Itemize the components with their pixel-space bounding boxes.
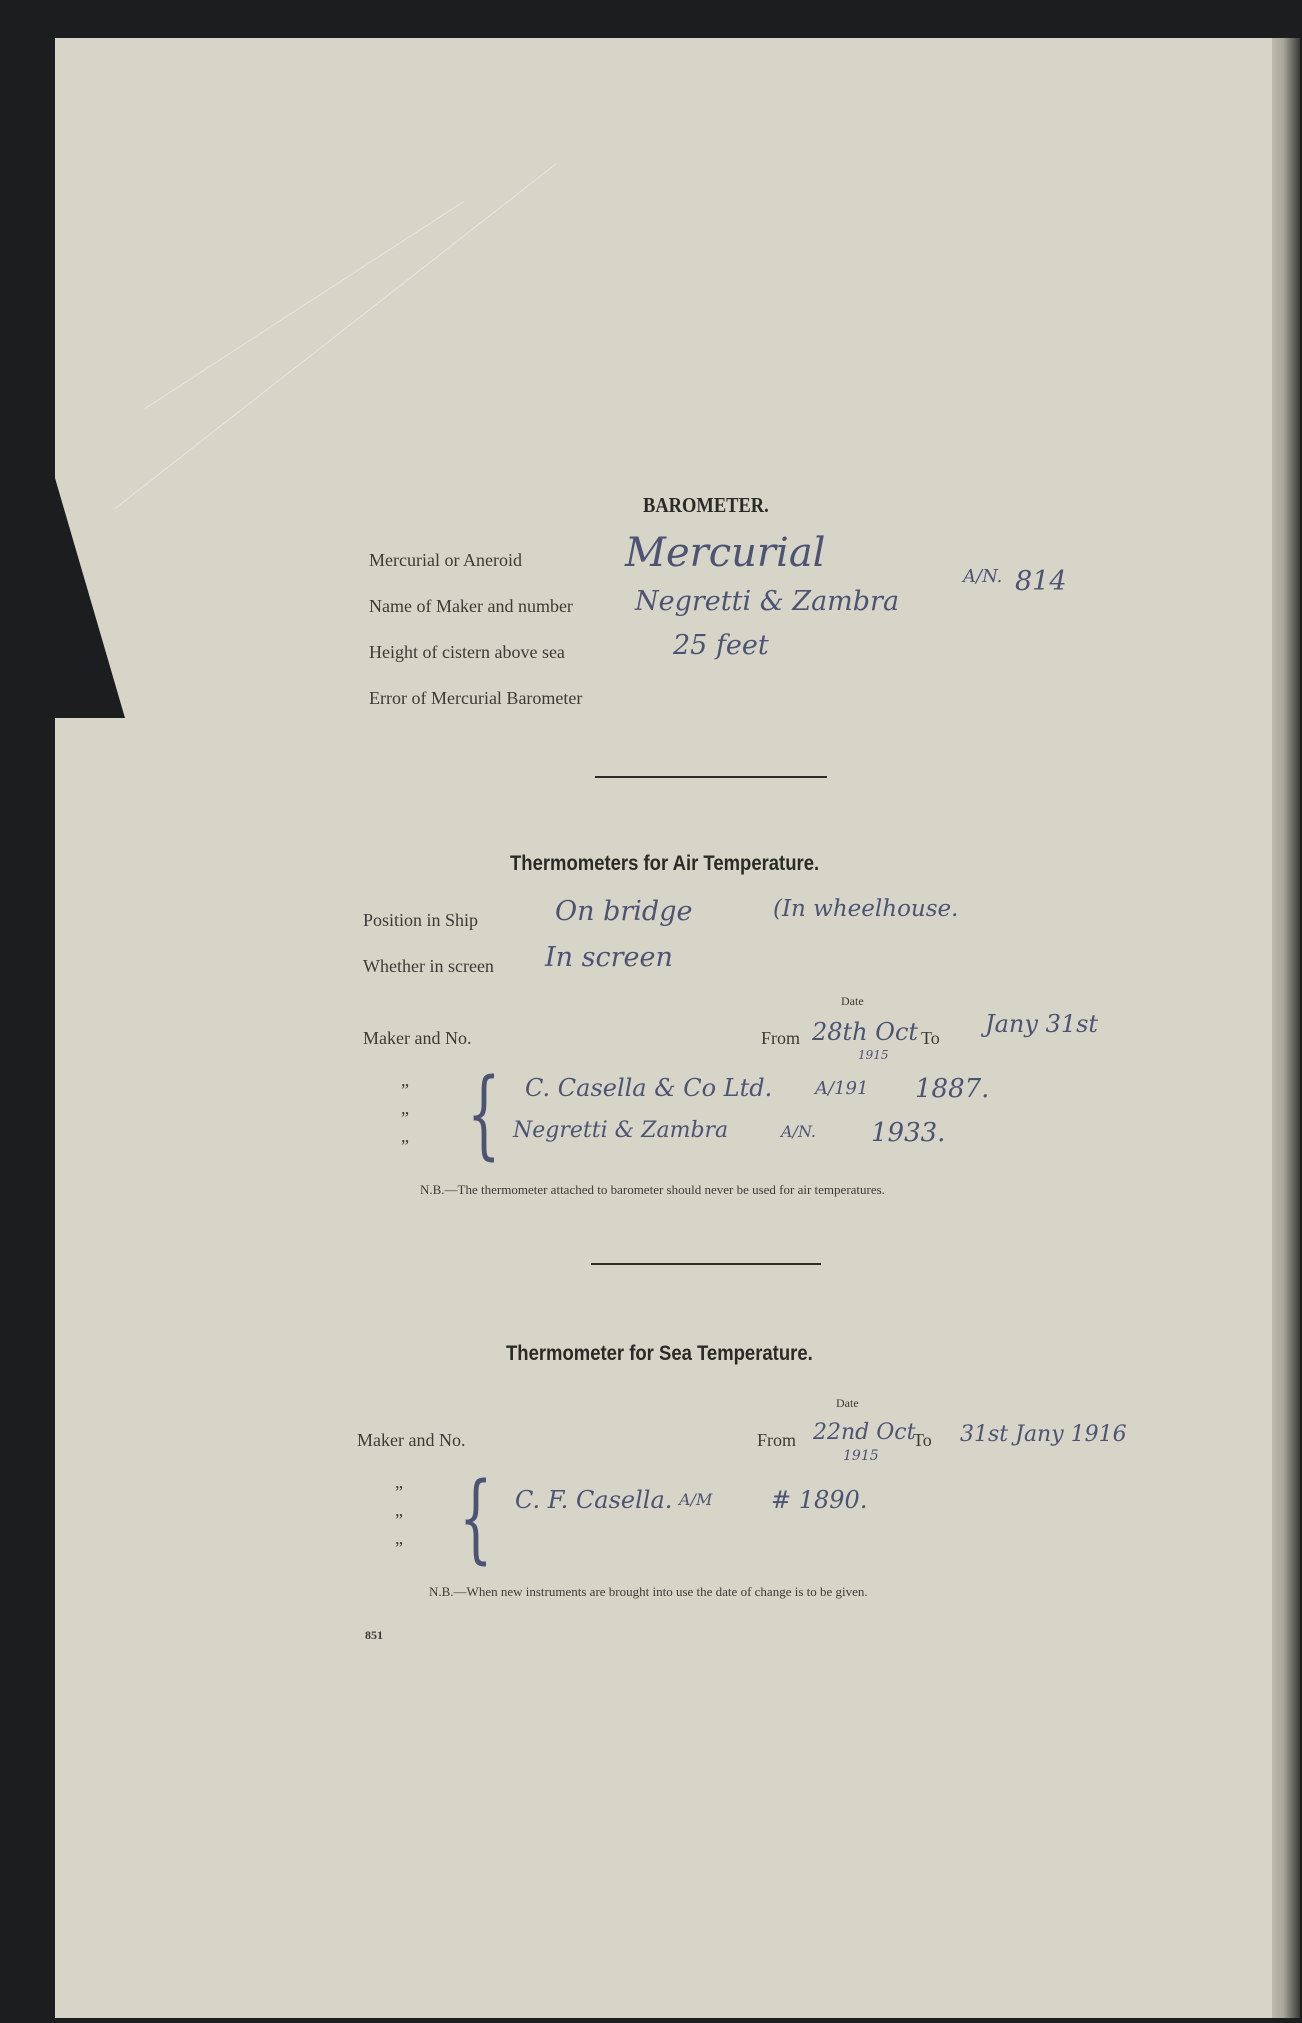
label-mercurial-or-aneroid: Mercurial or Aneroid: [369, 550, 522, 570]
barometer-number-prefix: A/N.: [963, 566, 1003, 587]
ditto-mark: ”: [401, 1080, 409, 1100]
label-sea-maker-and-no: Maker and No.: [357, 1430, 466, 1450]
air-to-date: Jany 31st: [985, 1010, 1099, 1038]
grouping-brace: {: [459, 1462, 493, 1574]
air-row1-prefix: A/191: [815, 1078, 869, 1099]
sea-from-year: 1915: [843, 1448, 879, 1464]
barometer-maker-value: Negretti & Zambra: [635, 586, 900, 617]
section-divider: [595, 776, 827, 778]
barometer-type-value: Mercurial: [625, 530, 826, 576]
label-position-in-ship: Position in Ship: [363, 910, 479, 930]
air-row2-maker: Negretti & Zambra: [513, 1118, 729, 1143]
sea-from-date: 22nd Oct: [813, 1420, 916, 1445]
document-page: [55, 38, 1300, 2018]
sea-row1-prefix: A/M: [679, 1490, 713, 1509]
air-thermometers-title: Thermometers for Air Temperature.: [510, 852, 820, 875]
air-row2-number: 1933.: [871, 1118, 946, 1148]
air-row1-number: 1887.: [915, 1074, 990, 1104]
torn-corner: [55, 478, 125, 718]
sea-thermometer-title: Thermometer for Sea Temperature.: [506, 1342, 813, 1365]
paper-crease: [115, 163, 557, 509]
ditto-mark: ”: [395, 1510, 403, 1530]
sea-to-date: 31st Jany 1916: [960, 1422, 1127, 1447]
book-spine: [1272, 38, 1300, 2018]
air-row1-maker: C. Casella & Co Ltd.: [525, 1074, 773, 1102]
ditto-mark: ”: [395, 1538, 403, 1558]
ditto-mark: ”: [395, 1482, 403, 1502]
ditto-mark: ”: [401, 1136, 409, 1156]
label-sea-from: From: [757, 1430, 797, 1450]
form-number: 851: [365, 1628, 383, 1642]
air-position-value: On bridge: [555, 896, 693, 927]
air-screen-value: In screen: [545, 942, 673, 973]
paper-crease: [145, 201, 464, 409]
sea-row1-maker: C. F. Casella.: [515, 1486, 673, 1514]
sea-date-heading: Date: [836, 1396, 859, 1410]
air-date-heading: Date: [841, 994, 864, 1008]
label-sea-to: To: [913, 1430, 932, 1450]
sea-row1-number: # 1890.: [771, 1486, 868, 1514]
sea-note: N.B.—When new instruments are brought into use the date of change is to be given.: [429, 1584, 868, 1599]
air-from-year: 1915: [858, 1048, 889, 1062]
air-from-date: 28th Oct: [812, 1018, 919, 1046]
label-cistern-height: Height of cistern above sea: [369, 642, 565, 662]
section-divider: [591, 1263, 821, 1265]
label-maker-and-number: Name of Maker and number: [369, 596, 573, 616]
barometer-title: BAROMETER.: [643, 493, 769, 517]
label-air-from: From: [761, 1028, 801, 1048]
air-position-alt-value: (In wheelhouse.: [773, 896, 959, 922]
label-air-to: To: [921, 1028, 940, 1048]
label-barometer-error: Error of Mercurial Barometer: [369, 688, 583, 708]
label-air-maker-and-no: Maker and No.: [363, 1028, 472, 1048]
barometer-height-value: 25 feet: [673, 630, 769, 661]
ditto-mark: ”: [401, 1108, 409, 1128]
grouping-brace: {: [467, 1058, 501, 1170]
air-note: N.B.—The thermometer attached to barometer should never be used for air temperatures.: [420, 1182, 885, 1197]
air-row2-prefix: A/N.: [781, 1122, 817, 1141]
label-whether-in-screen: Whether in screen: [363, 956, 494, 976]
barometer-number-value: 814: [1015, 566, 1067, 597]
